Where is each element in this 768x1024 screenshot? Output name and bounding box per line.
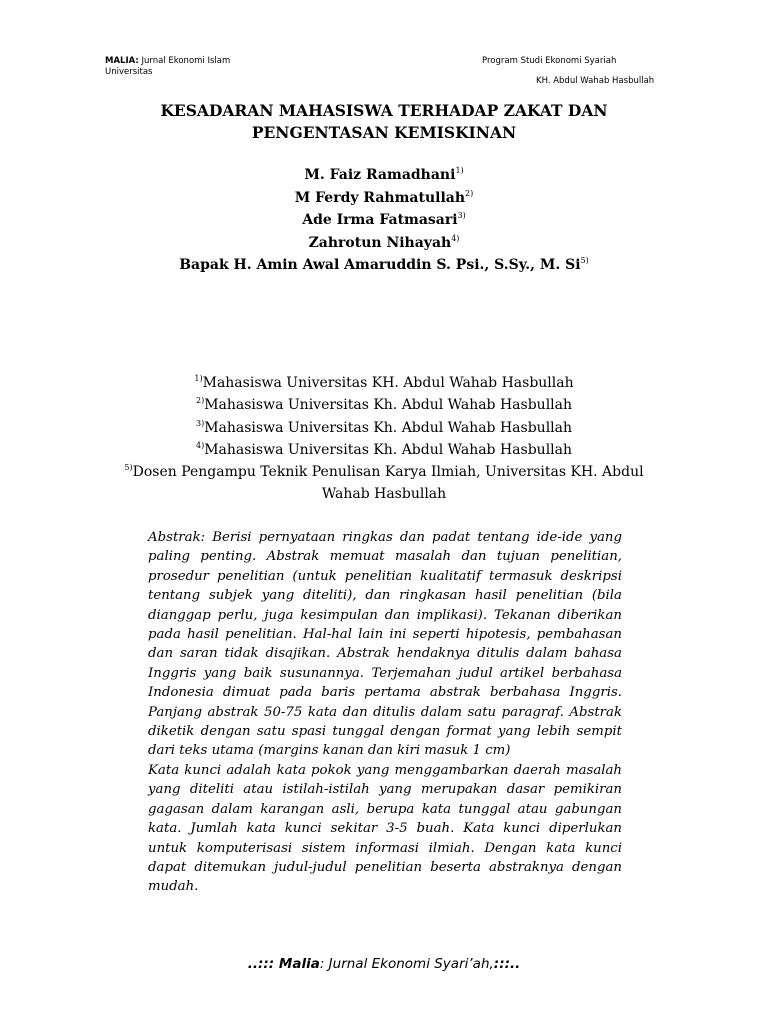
affiliation: $^{2)}$Mahasiswa Universitas Kh. Abdul Wahab Hasbullah: [195, 396, 573, 414]
author: Bapak H. Amin Awal Amaruddin S. Psi., S.Sy., M. Si$^{5)}$: [179, 256, 589, 273]
title-line-1: KESADARAN MAHASISWA TERHADAP ZAKAT DAN: [160, 101, 608, 120]
author-list: [100, 164, 668, 277]
paper-title: [100, 100, 668, 144]
affiliation: $^{3)}$Mahasiswa Universitas Kh. Abdul Wahab Hasbullah: [195, 418, 573, 436]
footer-suffix: :::..: [493, 956, 521, 972]
affiliation: $^{1)}$Mahasiswa Universitas KH. Abdul Wahab Hasbullah: [194, 374, 574, 391]
affiliation: $^{5)}$Dosen Pengampu Teknik Penulisan Karya Ilmiah, Universitas KH. Abdul Wahab Hasbullah: [124, 463, 644, 503]
footer-text: : Jurnal Ekonomi Syari’ah,: [319, 956, 494, 972]
journal-name: Jurnal Ekonomi Islam: [138, 56, 231, 66]
abstract-paragraph: Abstrak: Berisi pernyataan ringkas dan padat tentang ide-ide yang paling penting. Abstrak memuat masalah dan tujuan penelitian, prosedur penelitian (untuk penelitian kualitatif termasuk deskripsi tentang subjek yang diteliti), dan ringkasan hasil penelitian (bila dianggap perlu, juga kesimpulan dan implikasi). Tekanan diberikan pada hasil penelitian. Hal-hal lain ini seperti hipotesis, pembahasan dan saran tidak disajikan. Abstrak hendaknya ditulis dalam bahasa Inggris yang baik susunannya. Terjemahan judul artikel berbahasa Indonesia dimuat pada baris pertama abstrak berbahasa Inggris. Panjang abstrak 50-75 kata dan ditulis dalam satu paragraf. Abstrak diketik dengan satu spasi tunggal dengan format yang lebih sempit dari teks utama (margins kanan dan kiri masuk 1 cm): [148, 530, 622, 759]
affiliation-list: [100, 372, 668, 506]
footer-prefix: ..:::: [247, 956, 279, 972]
footer-journal: Malia: [278, 956, 320, 972]
affiliation: $^{4)}$Mahasiswa Universitas Kh. Abdul Wahab Hasbullah: [195, 440, 573, 458]
running-footer: [0, 956, 768, 972]
keywords-paragraph: Kata kunci adalah kata pokok yang menggambarkan daerah masalah yang diteliti atau istilah-istilah yang merupakan dasar pemikiran gagasan dalam karangan asli, berupa kata tunggal atau gabungan kata. Jumlah kata kunci sekitar 3-5 buah. Kata kunci diperlukan untuk komputerisasi sistem informasi ilmiah. Dengan kata kunci dapat ditemukan judul-judul penelitian beserta abstraknya dengan mudah.: [148, 762, 622, 895]
running-header-institution: KH. Abdul Wahab Hasbullah: [536, 76, 655, 86]
title-line-2: PENGENTASAN KEMISKINAN: [251, 123, 517, 142]
author: M Ferdy Rahmatullah$^{2)}$: [294, 188, 474, 206]
journal-line2: Universitas: [105, 67, 153, 77]
running-header-program: Program Studi Ekonomi Syariah: [482, 56, 617, 66]
author: Zahrotun Nihayah$^{4)}$: [308, 233, 460, 251]
journal-label: MALIA:: [105, 56, 139, 66]
running-header-journal: [105, 56, 230, 78]
abstract: [148, 528, 622, 897]
author: Ade Irma Fatmasari$^{3)}$: [302, 211, 466, 228]
author: M. Faiz Ramadhani$^{1)}$: [304, 166, 464, 183]
